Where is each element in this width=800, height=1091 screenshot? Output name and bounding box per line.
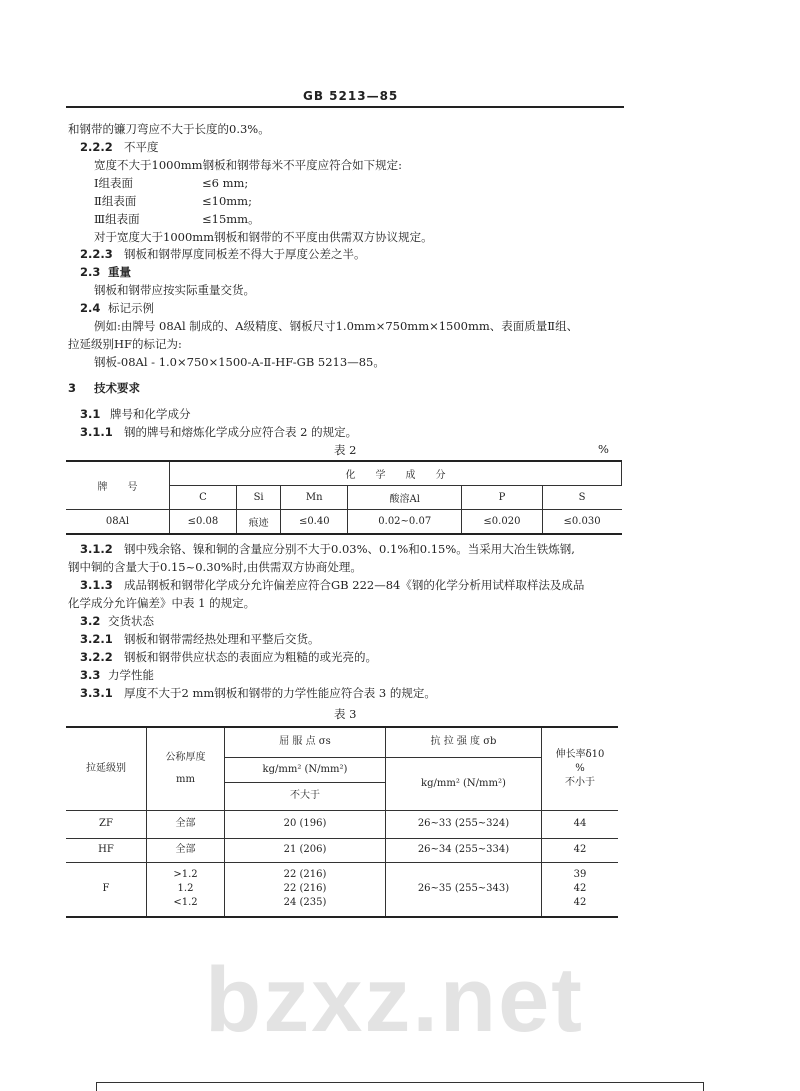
table-2: [66, 460, 622, 535]
section-number: 3.2.1: [80, 632, 113, 646]
table-cell: ≤0.030: [542, 510, 621, 535]
section-3-1-3: [80, 577, 584, 593]
header-note: 不小于: [565, 776, 595, 788]
section-text: 钢板和钢带供应状态的表面应为粗糙的或光亮的。: [124, 650, 377, 664]
section-title: 交货状态: [108, 614, 154, 628]
header-cell: [542, 727, 619, 810]
section-text: 钢板和钢带需经热处理和平整后交货。: [124, 632, 320, 646]
value: ≤6 mm;: [202, 176, 249, 190]
header-cell: P: [462, 486, 542, 510]
header-label: 公称厚度: [165, 751, 206, 763]
table-cell: ≤0.08: [170, 510, 237, 535]
label: Ⅱ组表面: [94, 194, 137, 208]
section-number: 3.3: [80, 668, 101, 682]
label: Ⅰ组表面: [94, 176, 134, 190]
header-cell: 拉延级别: [66, 727, 147, 810]
text-line: [94, 193, 252, 209]
section-3-1-2: [80, 541, 575, 557]
text-line: 对于宽度大于1000mm钢板和钢带的不平度由供需双方协议规定。: [94, 230, 433, 244]
text-line: 宽度不大于1000mm钢板和钢带每米不平度应符合如下规定:: [94, 158, 402, 172]
text-line: 例如:由牌号 08Al 制成的、A级精度、钢板尺寸1.0mm×750mm×1500mm、表面质量Ⅱ组、: [94, 319, 579, 333]
table-row: [66, 510, 622, 535]
table-cell: [147, 862, 225, 917]
section-title: 牌号和化学成分: [110, 407, 191, 421]
header-cell: 酸溶Al: [348, 486, 462, 510]
section-3-3: [80, 667, 154, 683]
cell-line: 1.2: [177, 883, 194, 895]
text-line: 拉延级别HF的标记为:: [68, 337, 182, 351]
footer-box: [96, 1082, 704, 1091]
table-cell: 全部: [147, 838, 225, 862]
table-cell: [225, 862, 386, 917]
section-number: 3.2: [80, 614, 101, 628]
table-header-row: [66, 727, 618, 757]
section-3-2-2: [80, 649, 377, 665]
section-number: 2.2.3: [80, 247, 113, 261]
header-unit: mm: [176, 773, 195, 785]
header-cell: 牌 号: [66, 461, 170, 510]
table3-caption: 表 3: [334, 707, 357, 721]
header-cell: S: [542, 486, 621, 510]
text-line: 和钢带的镰刀弯应不大于长度的0.3%。: [68, 122, 270, 136]
section-number: 3.1.1: [80, 425, 113, 439]
watermark: bzxz.net: [205, 949, 584, 1051]
table-header-row: [66, 461, 622, 486]
table2-caption: 表 2: [334, 443, 357, 457]
section-number: 2.4: [80, 301, 101, 315]
cell-line: 39: [573, 869, 587, 881]
table-row: [66, 838, 618, 862]
text-line: 钢板-08Al - 1.0×750×1500-A-Ⅱ-HF-GB 5213—85。: [94, 355, 385, 369]
section-number: 2.3: [80, 265, 101, 279]
header-rule: [66, 106, 624, 108]
section-2-4: [80, 300, 154, 316]
header-cell: kg/mm² (N/mm²): [225, 757, 386, 782]
section-number: 3.3.1: [80, 686, 113, 700]
section-title: 不平度: [124, 140, 159, 154]
section-2-2-2: [80, 139, 159, 155]
section-3-2: [80, 613, 154, 629]
table-cell: ≤0.40: [281, 510, 348, 535]
table-cell: ZF: [66, 810, 147, 838]
table-cell: 42: [542, 838, 619, 862]
section-number: 3.1.2: [80, 542, 113, 556]
section-title: 标记示例: [108, 301, 154, 315]
header-cell: 化 学 成 分: [170, 461, 622, 486]
header-cell: C: [170, 486, 237, 510]
value: ≤15mm。: [202, 212, 260, 226]
header-cell: 屈 服 点 σs: [225, 727, 386, 757]
section-number: 3.2.2: [80, 650, 113, 664]
cell-line: >1.2: [173, 869, 198, 881]
value: ≤10mm;: [202, 194, 252, 208]
table-cell: 21 (206): [225, 838, 386, 862]
cell-line: 22 (216): [283, 869, 327, 881]
cell-line: 42: [573, 883, 587, 895]
header-cell: kg/mm² (N/mm²): [386, 757, 542, 810]
table-cell: [542, 862, 619, 917]
header-cell: Si: [236, 486, 280, 510]
table-cell: 0.02~0.07: [348, 510, 462, 535]
label: Ⅲ组表面: [94, 212, 140, 226]
section-3-1-1: [80, 424, 357, 440]
table-3: [66, 726, 618, 918]
table-cell: 26~35 (255~343): [386, 862, 542, 917]
section-number: 2.2.2: [80, 140, 113, 154]
section-number: 3: [68, 381, 77, 395]
table2-unit: %: [598, 442, 609, 456]
header-label: 伸长率δ10: [555, 748, 605, 760]
text-line: [94, 175, 248, 191]
text-line: 钢中铜的含量大于0.15~0.30%时,由供需双方协商处理。: [68, 560, 362, 574]
header-unit: %: [575, 762, 585, 774]
section-number: 3.1.3: [80, 578, 113, 592]
section-title: 重量: [108, 265, 131, 279]
page-header: GB 5213—85: [303, 89, 399, 103]
text-line: 钢板和钢带应按实际重量交货。: [94, 283, 255, 297]
table-cell: 26~34 (255~334): [386, 838, 542, 862]
cell-line: 42: [573, 897, 587, 909]
section-2-2-3: [80, 246, 366, 262]
section-3-3-1: [80, 685, 436, 701]
table-cell: F: [66, 862, 147, 917]
header-cell: 不大于: [225, 782, 386, 810]
table-cell: 44: [542, 810, 619, 838]
section-2-3: [80, 264, 131, 280]
table-cell: ≤0.020: [462, 510, 542, 535]
section-text: 成品钢板和钢带化学成分允许偏差应符合GB 222—84《钢的化学分析用试样取样法及成品: [124, 578, 585, 592]
cell-line: <1.2: [173, 897, 198, 909]
table-cell: 全部: [147, 810, 225, 838]
section-3: [68, 380, 140, 396]
section-text: 钢的牌号和熔炼化学成分应符合表 2 的规定。: [124, 425, 358, 439]
section-3-2-1: [80, 631, 320, 647]
table-cell: HF: [66, 838, 147, 862]
section-text: 钢板和钢带厚度同板差不得大于厚度公差之半。: [124, 247, 366, 261]
section-text: 厚度不大于2 mm钢板和钢带的力学性能应符合表 3 的规定。: [124, 686, 436, 700]
section-number: 3.1: [80, 407, 101, 421]
text-line: 化学成分允许偏差》中表 1 的规定。: [68, 596, 256, 610]
text-line: [94, 211, 260, 227]
section-3-1: [80, 406, 191, 422]
section-text: 钢中残余铬、镍和铜的含量应分别不大于0.03%、0.1%和0.15%。当采用大冶生铁炼钢,: [124, 542, 575, 556]
cell-line: 24 (235): [283, 897, 327, 909]
table-cell: 26~33 (255~324): [386, 810, 542, 838]
header-cell: 抗 拉 强 度 σb: [386, 727, 542, 757]
table-cell: 08Al: [66, 510, 170, 535]
cell-line: 22 (216): [283, 883, 327, 895]
header-cell: Mn: [281, 486, 348, 510]
table-row: [66, 862, 618, 917]
header-cell: [147, 727, 225, 810]
table-cell: 20 (196): [225, 810, 386, 838]
section-title: 力学性能: [108, 668, 154, 682]
section-title: 技术要求: [94, 381, 140, 395]
table-cell: 痕迹: [236, 510, 280, 535]
table-row: [66, 810, 618, 838]
